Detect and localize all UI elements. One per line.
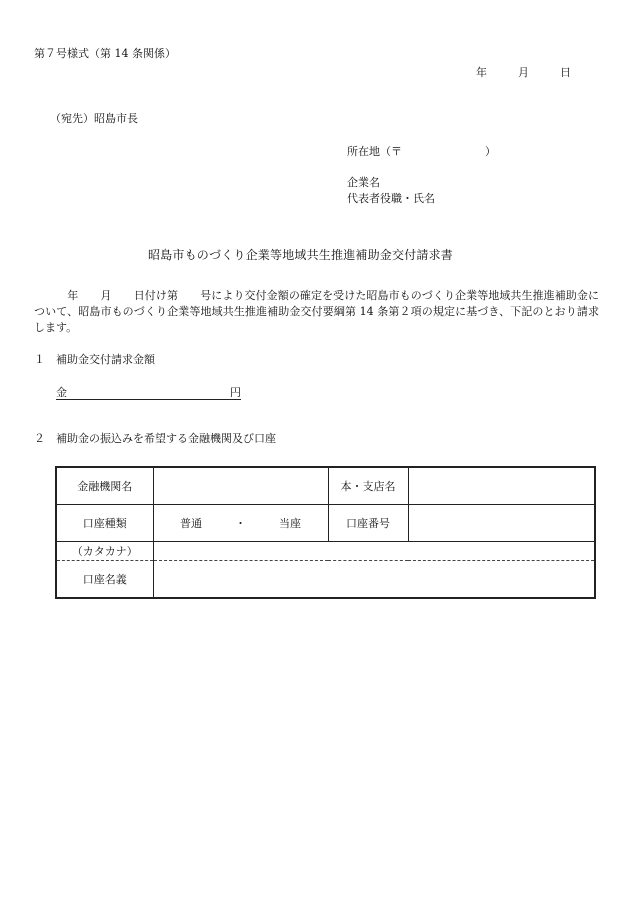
type-current[interactable]: 当座 — [279, 517, 301, 530]
amount-suffix: 円 — [230, 386, 241, 399]
address-close: ） — [485, 145, 496, 158]
section1-heading: １ 補助金交付請求金額 — [34, 353, 155, 366]
katakana-label: （カタカナ） — [56, 542, 153, 561]
date-day-label: 日 — [560, 66, 571, 79]
branch-label: 本・支店名 — [328, 467, 408, 505]
amount-prefix: 金 — [56, 386, 67, 399]
company-label: 企業名 — [347, 176, 380, 189]
form-number: 第７号様式（第 14 条関係） — [34, 47, 176, 60]
account-number-label: 口座番号 — [328, 505, 408, 542]
addressee: （宛先）昭島市長 — [50, 112, 138, 125]
table-row — [56, 467, 595, 505]
document-title: 昭島市ものづくり企業等地域共生推進補助金交付請求書 — [148, 248, 454, 262]
address-label: 所在地（〒 — [347, 145, 402, 158]
body-paragraph: 年 月 日付け第 号により交付金額の確定を受けた昭島市ものづくり企業等地域共生推進補助金について、昭島市ものづくり企業等地域共生推進補助金交付要綱第 14 条第２項の規定に基づき、下記のとおり請求します。 — [34, 289, 599, 334]
table-row — [56, 542, 595, 561]
account-holder-cell[interactable] — [153, 561, 595, 599]
section2-heading: ２ 補助金の振込みを希望する金融機関及び口座 — [34, 432, 276, 445]
account-number-cell[interactable] — [408, 505, 595, 542]
amount-field[interactable] — [56, 384, 241, 400]
account-holder-label: 口座名義 — [56, 561, 153, 599]
type-separator: ・ — [235, 517, 246, 530]
account-type-options[interactable] — [153, 505, 328, 542]
date-line — [476, 66, 571, 80]
katakana-cell[interactable] — [153, 542, 595, 561]
table-row — [56, 561, 595, 599]
bank-name-label: 金融機関名 — [56, 467, 153, 505]
date-year-label: 年 — [476, 66, 487, 79]
branch-cell[interactable] — [408, 467, 595, 505]
table-row — [56, 505, 595, 542]
date-month-label: 月 — [518, 66, 529, 79]
representative-label: 代表者役職・氏名 — [347, 192, 435, 205]
bank-name-cell[interactable] — [153, 467, 328, 505]
type-ordinary[interactable]: 普通 — [180, 517, 202, 530]
account-type-label: 口座種類 — [56, 505, 153, 542]
bank-account-table — [55, 466, 596, 599]
